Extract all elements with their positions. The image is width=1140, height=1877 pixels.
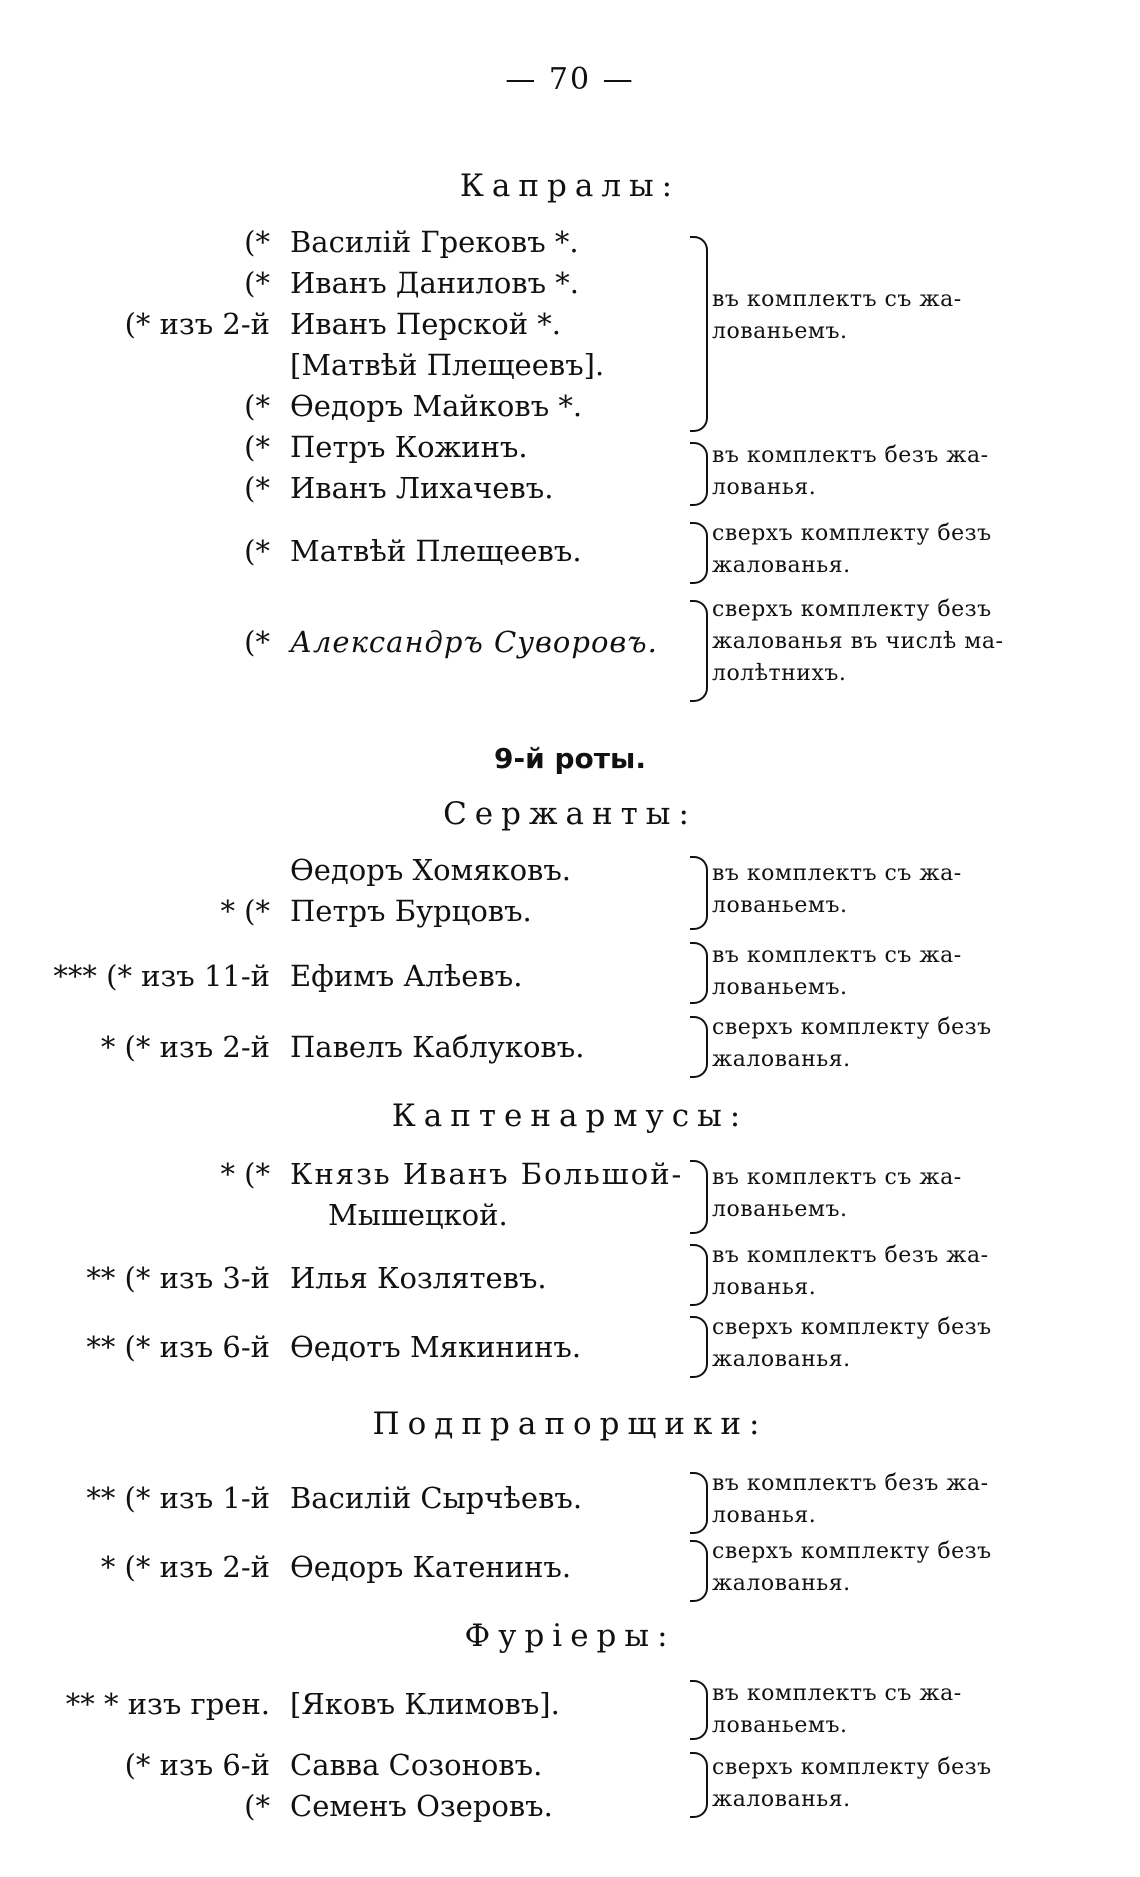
note-line: жалованья въ числѣ ма-: [712, 629, 1004, 654]
note-line: въ комплектъ съ жа-: [712, 943, 962, 968]
roster-row: [0, 850, 690, 891]
roster-row: [0, 1027, 690, 1068]
note-line: въ комплектъ безъ жа-: [712, 443, 989, 468]
right-brace: [690, 1016, 708, 1078]
roster-name: Ѳедоръ Катенинъ.: [290, 1550, 572, 1584]
note-line: жалованья.: [712, 1571, 851, 1596]
roster-name: Ѳедоръ Хомяковъ.: [290, 853, 572, 887]
roster-name: Матвѣй Плещеевъ.: [290, 534, 582, 568]
roster-prefix: ** (* изъ 6-й: [86, 1330, 270, 1364]
roster-name: Ѳедоръ Майковъ *.: [290, 389, 583, 423]
roster-name: [Матвѣй Плещеевъ].: [290, 348, 605, 382]
roster-prefix: ** (* изъ 1-й: [86, 1481, 270, 1515]
podpraporshchiki-names: [0, 1478, 690, 1588]
roster-row: [0, 1547, 690, 1588]
roster-name: Иванъ Даниловъ *.: [290, 266, 580, 300]
roster-row: [0, 1745, 690, 1786]
roster-row: [0, 1258, 690, 1299]
right-brace: [690, 856, 708, 930]
annotation-note: [712, 1012, 1042, 1076]
roster-prefix: * (*: [220, 894, 270, 928]
annotation-note: [712, 440, 1042, 504]
roster-row: [0, 956, 690, 997]
note-line: лованья.: [712, 475, 817, 500]
right-brace: [690, 1160, 708, 1234]
note-line: сверхъ комплекту безъ: [712, 1015, 992, 1040]
annotation-note: [712, 1162, 1042, 1226]
roster-row: [0, 304, 690, 345]
roster-prefix: (*: [244, 534, 270, 568]
right-brace: [690, 942, 708, 1004]
section-heading-furiery: Фурiеры:: [464, 1618, 676, 1654]
right-brace: [690, 236, 708, 432]
annotation-note: [712, 1312, 1042, 1376]
right-brace: [690, 1244, 708, 1306]
annotation-note: [712, 858, 1042, 922]
roster-name: Князь Иванъ Большой-: [290, 1157, 684, 1191]
annotation-note: [712, 1536, 1042, 1600]
serzhanty-names: [0, 850, 690, 1068]
kaptenarmusy-names: [0, 1154, 690, 1368]
note-line: жалованья.: [712, 553, 851, 578]
roster-name: Савва Созоновъ.: [290, 1748, 543, 1782]
roster-row: [0, 622, 690, 663]
roster-row: [0, 222, 690, 263]
roster-prefix: ** (* изъ 3-й: [86, 1261, 270, 1295]
note-line: лованьемъ.: [712, 893, 848, 918]
furiery-names: [0, 1684, 690, 1827]
annotation-note: [712, 1752, 1042, 1816]
roster-prefix: * (* изъ 2-й: [100, 1550, 270, 1584]
note-line: жалованья.: [712, 1347, 851, 1372]
annotation-note: [712, 284, 1042, 348]
roster-name: Ѳедотъ Мякининъ.: [290, 1330, 582, 1364]
roster-name: Семенъ Озеровъ.: [290, 1789, 553, 1823]
note-line: въ комплектъ безъ жа-: [712, 1471, 989, 1496]
roster-name: Петръ Бурцовъ.: [290, 894, 532, 928]
note-line: лолѣтнихъ.: [712, 661, 847, 686]
annotation-note: [712, 1468, 1042, 1532]
note-line: сверхъ комплекту безъ: [712, 597, 992, 622]
note-line: сверхъ комплекту безъ: [712, 1755, 992, 1780]
roster-row: [0, 1684, 690, 1725]
roster-name: Павелъ Каблуковъ.: [290, 1030, 585, 1064]
roster-name: [Яковъ Климовъ].: [290, 1687, 560, 1721]
roster-name: Илья Козлятевъ.: [290, 1261, 547, 1295]
kaprali-names: [0, 222, 690, 663]
roster-prefix: (* изъ 2-й: [124, 307, 270, 341]
roster-prefix: ** * изъ грен.: [65, 1687, 270, 1721]
annotation-note: [712, 1240, 1042, 1304]
roster-prefix: (*: [244, 389, 270, 423]
annotation-note: [712, 518, 1042, 582]
note-line: лованьемъ.: [712, 319, 848, 344]
annotation-note: [712, 940, 1042, 1004]
right-brace: [690, 600, 708, 702]
note-line: сверхъ комплекту безъ: [712, 1539, 992, 1564]
page-number: — 70 —: [505, 62, 635, 97]
roster-prefix: (* изъ 6-й: [124, 1748, 270, 1782]
roster-row: [0, 1327, 690, 1368]
roster-name: Василій Грековъ *.: [290, 225, 579, 259]
right-brace: [690, 1540, 708, 1602]
roster-prefix: (*: [244, 1789, 270, 1823]
roster-name: Василій Сырчѣевъ.: [290, 1481, 583, 1515]
roster-row: [0, 386, 690, 427]
note-line: въ комплектъ съ жа-: [712, 861, 962, 886]
right-brace: [690, 1752, 708, 1818]
company-title: 9-й роты.: [494, 742, 646, 775]
roster-name: Петръ Кожинъ.: [290, 430, 528, 464]
roster-prefix: (*: [244, 266, 270, 300]
roster-prefix: (*: [244, 430, 270, 464]
roster-row: [0, 1786, 690, 1827]
note-line: въ комплектъ съ жа-: [712, 1681, 962, 1706]
roster-prefix: (*: [244, 225, 270, 259]
section-heading-podpraporshchiki: Подпрапорщики:: [372, 1406, 768, 1442]
note-line: сверхъ комплекту безъ: [712, 521, 992, 546]
roster-prefix: *** (* изъ 11-й: [53, 959, 270, 993]
roster-row: [0, 468, 690, 509]
note-line: жалованья.: [712, 1787, 851, 1812]
note-line: лованьемъ.: [712, 975, 848, 1000]
roster-name: Иванъ Перской *.: [290, 307, 562, 341]
roster-row: [0, 891, 690, 932]
right-brace: [690, 1472, 708, 1534]
roster-prefix: * (*: [220, 1157, 270, 1191]
note-line: сверхъ комплекту безъ: [712, 1315, 992, 1340]
roster-row: [0, 427, 690, 468]
right-brace: [690, 522, 708, 584]
roster-row: [0, 1154, 690, 1195]
note-line: въ комплектъ съ жа-: [712, 1165, 962, 1190]
section-heading-serzhanty: Сержанты:: [443, 796, 697, 832]
note-line: лованья.: [712, 1503, 817, 1528]
section-heading-kaptenarmusy: Каптенармусы:: [391, 1098, 749, 1134]
note-line: лованья.: [712, 1275, 817, 1300]
note-line: жалованья.: [712, 1047, 851, 1072]
right-brace: [690, 442, 708, 506]
roster-row: [0, 1478, 690, 1519]
roster-row: [0, 345, 690, 386]
note-line: лованьемъ.: [712, 1197, 848, 1222]
right-brace: [690, 1316, 708, 1378]
right-brace: [690, 1680, 708, 1740]
annotation-note: [712, 1678, 1042, 1742]
roster-name: Иванъ Лихачевъ.: [290, 471, 554, 505]
note-line: лованьемъ.: [712, 1713, 848, 1738]
note-line: въ комплектъ съ жа-: [712, 287, 962, 312]
section-heading-kaprali: Капралы:: [459, 168, 681, 204]
roster-name: Ефимъ Алѣевъ.: [290, 959, 523, 993]
roster-row: [0, 1195, 690, 1236]
roster-prefix: (*: [244, 471, 270, 505]
roster-row: [0, 263, 690, 304]
annotation-note: [712, 594, 1042, 690]
roster-name: Мышецкой.: [328, 1198, 508, 1232]
roster-row: [0, 531, 690, 572]
roster-prefix: (*: [244, 625, 270, 659]
roster-name: Александръ Суворовъ.: [290, 625, 658, 659]
note-line: въ комплектъ безъ жа-: [712, 1243, 989, 1268]
roster-prefix: * (* изъ 2-й: [100, 1030, 270, 1064]
